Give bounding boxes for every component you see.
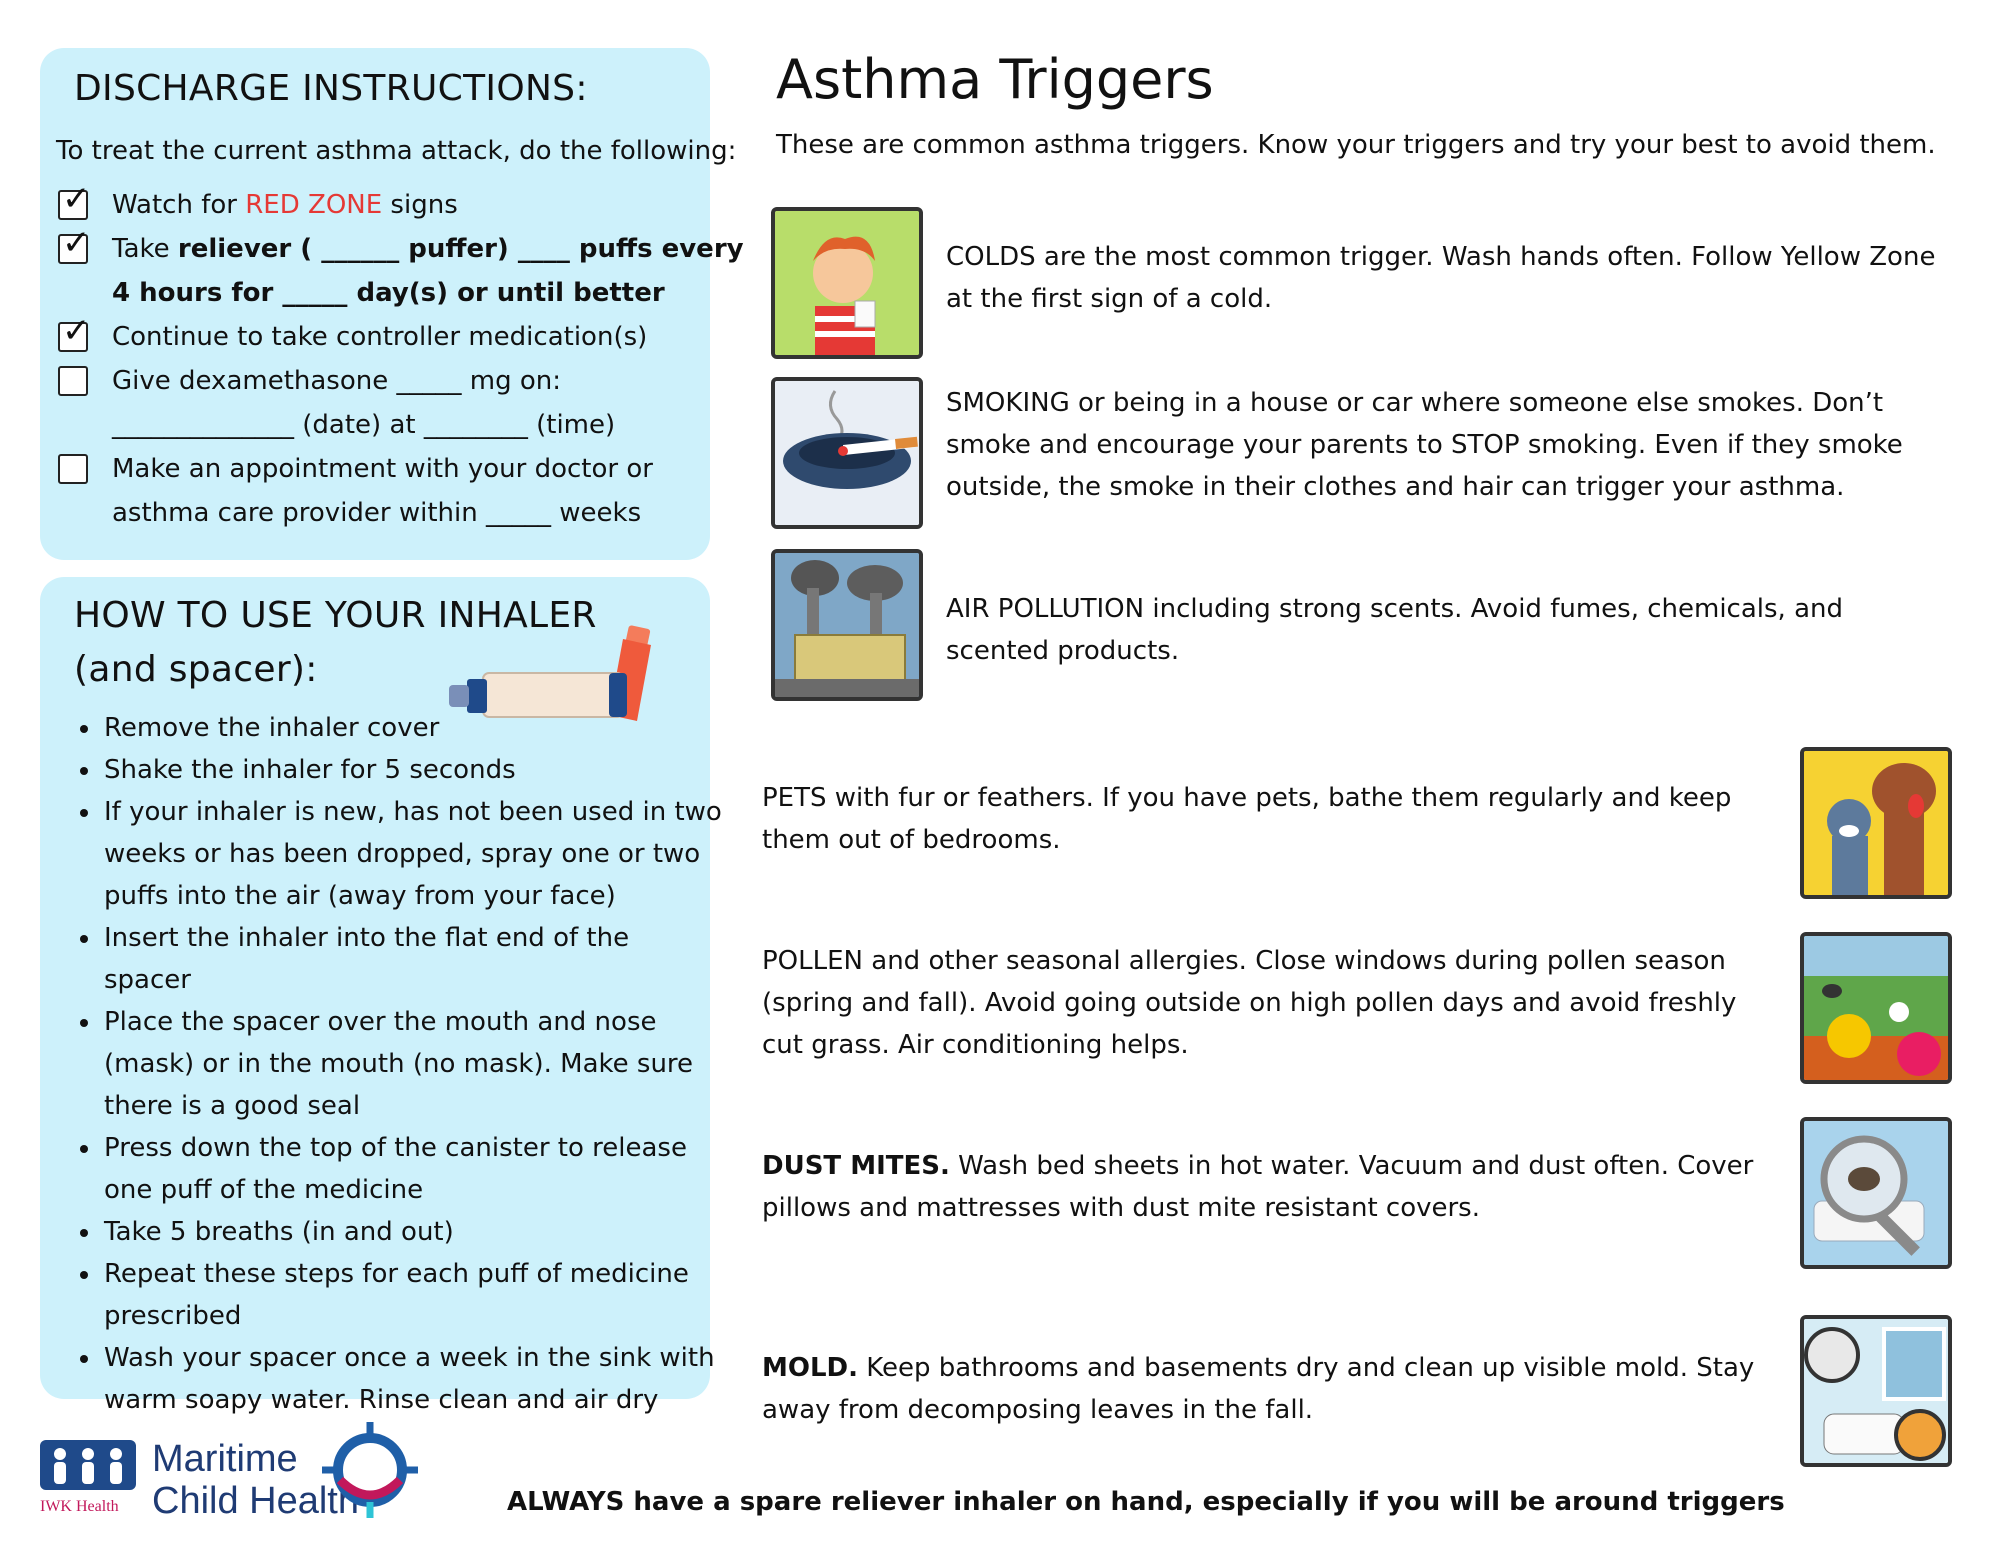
page-title: Asthma Triggers xyxy=(776,48,1214,111)
smoking-image xyxy=(771,377,923,529)
checkbox-dexamethasone[interactable] xyxy=(58,366,88,396)
item-reliever-cont: 4 hours for _____ day(s) or until better xyxy=(112,278,665,308)
item-appointment: Make an appointment with your doctor or xyxy=(112,454,653,484)
trigger-dust-mites xyxy=(762,1145,1782,1229)
step-item: • Place the spacer over the mouth and nose (mask) or in the mouth (no mask). Make sure there is a good seal xyxy=(102,1001,722,1127)
mold-image xyxy=(1800,1315,1952,1467)
check-icon: ✓ xyxy=(62,223,91,263)
air-pollution-image xyxy=(771,549,923,701)
inhaler-subtitle: (and spacer): xyxy=(74,649,318,690)
red-zone-label: RED ZONE xyxy=(245,190,383,220)
item-dexamethasone-cont: ______________ (date) at ________ (time) xyxy=(112,410,616,440)
trigger-colds xyxy=(946,236,1946,320)
checkbox-reliever[interactable] xyxy=(58,223,91,264)
trigger-pollen xyxy=(762,940,1782,1066)
pets-text: with fur or feathers. If you have pets, bathe them regularly and keep them out of bedrooms. xyxy=(762,783,1732,855)
helm-icon xyxy=(320,1420,420,1520)
iwk-health-label: IWK Health xyxy=(40,1498,119,1515)
dust-mites-text: Wash bed sheets in hot water. Vacuum and dust often. Cover pillows and mattresses with dust mite resistant covers. xyxy=(762,1151,1754,1223)
inhaler-panel xyxy=(40,577,722,1415)
mold-text: Keep bathrooms and basements dry and clean up visible mold. Stay away from decomposing leaves in the fall. xyxy=(762,1353,1755,1425)
dust-mites-label: DUST MITES. xyxy=(762,1151,950,1181)
check-icon: ✓ xyxy=(62,311,91,351)
mold-label: MOLD. xyxy=(762,1353,859,1383)
colds-text: are the most common trigger. Wash hands often. Follow Yellow Zone at the first sign of a cold. xyxy=(946,242,1936,314)
logo-line-2: Child Health xyxy=(152,1480,359,1522)
discharge-panel xyxy=(40,48,744,560)
item-reliever xyxy=(112,234,744,264)
step-item: • Wash your spacer once a week in the sink with warm soapy water. Rinse clean and air dry xyxy=(102,1337,722,1421)
triggers-intro: These are common asthma triggers. Know your triggers and try your best to avoid them. xyxy=(776,130,1936,160)
item-reliever-text: Take xyxy=(112,234,178,264)
step-item: • Remove the inhaler cover xyxy=(102,707,722,749)
colds-image xyxy=(771,207,923,359)
trigger-pets xyxy=(762,777,1782,861)
trigger-smoking xyxy=(946,382,1946,508)
step-item: • Insert the inhaler into the flat end of the spacer xyxy=(102,917,722,1001)
checkbox-controller[interactable] xyxy=(58,311,91,352)
pollen-text: and other seasonal allergies. Close windows during pollen season (spring and fall). Avoid going outside on high pollen days and avoid freshly cut grass. Air conditioning helps. xyxy=(762,946,1737,1060)
air-pollution-label: AIR POLLUTION xyxy=(946,594,1145,624)
step-item: • If your inhaler is new, has not been used in two weeks or has been dropped, spray one or two puffs into the air (away from your face) xyxy=(102,791,722,917)
item-dexamethasone: Give dexamethasone _____ mg on: xyxy=(112,366,562,396)
spare-inhaler-note: ALWAYS have a spare reliever inhaler on hand, especially if you will be around triggers xyxy=(507,1487,1785,1517)
inhaler-title: HOW TO USE YOUR INHALER xyxy=(74,595,597,636)
maritime-child-health-logo xyxy=(40,1420,420,1525)
step-item: • Take 5 breaths (in and out) xyxy=(102,1211,722,1253)
trigger-air-pollution xyxy=(946,588,1946,672)
discharge-intro: To treat the current asthma attack, do the following: xyxy=(56,136,737,166)
inhaler-steps xyxy=(74,707,722,1421)
item-red-zone-text: Watch for xyxy=(112,190,246,220)
checkbox-red-zone[interactable] xyxy=(58,179,91,220)
item-red-zone xyxy=(112,190,458,220)
pollen-label: POLLEN xyxy=(762,946,863,976)
smoking-text: or being in a house or car where someone else smokes. Don’t smoke and encourage your parents to STOP smoking. Even if they smoke outside, the smoke in their clothes and hair can trigger your asthma. xyxy=(946,388,1903,502)
discharge-title: DISCHARGE INSTRUCTIONS: xyxy=(74,68,588,109)
item-reliever-bold: reliever ( ______ puffer) ____ puffs every xyxy=(177,234,744,264)
colds-label: COLDS xyxy=(946,242,1036,272)
pets-label: PETS xyxy=(762,783,827,813)
step-item: • Shake the inhaler for 5 seconds xyxy=(102,749,722,791)
dust-mites-image xyxy=(1800,1117,1952,1269)
item-appointment-cont: asthma care provider within _____ weeks xyxy=(112,498,642,528)
step-item: • Repeat these steps for each puff of medicine prescribed xyxy=(102,1253,722,1337)
checkbox-appointment[interactable] xyxy=(58,454,88,484)
trigger-mold xyxy=(762,1347,1782,1431)
item-controller: Continue to take controller medication(s) xyxy=(112,322,648,352)
air-pollution-text: including strong scents. Avoid fumes, chemicals, and scented products. xyxy=(946,594,1843,666)
item-red-zone-suffix: signs xyxy=(382,190,458,220)
step-item: • Press down the top of the canister to release one puff of the medicine xyxy=(102,1127,722,1211)
pets-image xyxy=(1800,747,1952,899)
check-icon: ✓ xyxy=(62,179,91,219)
smoking-label: SMOKING xyxy=(946,388,1070,418)
pollen-image xyxy=(1800,932,1952,1084)
logo-line-1: Maritime xyxy=(152,1438,298,1480)
